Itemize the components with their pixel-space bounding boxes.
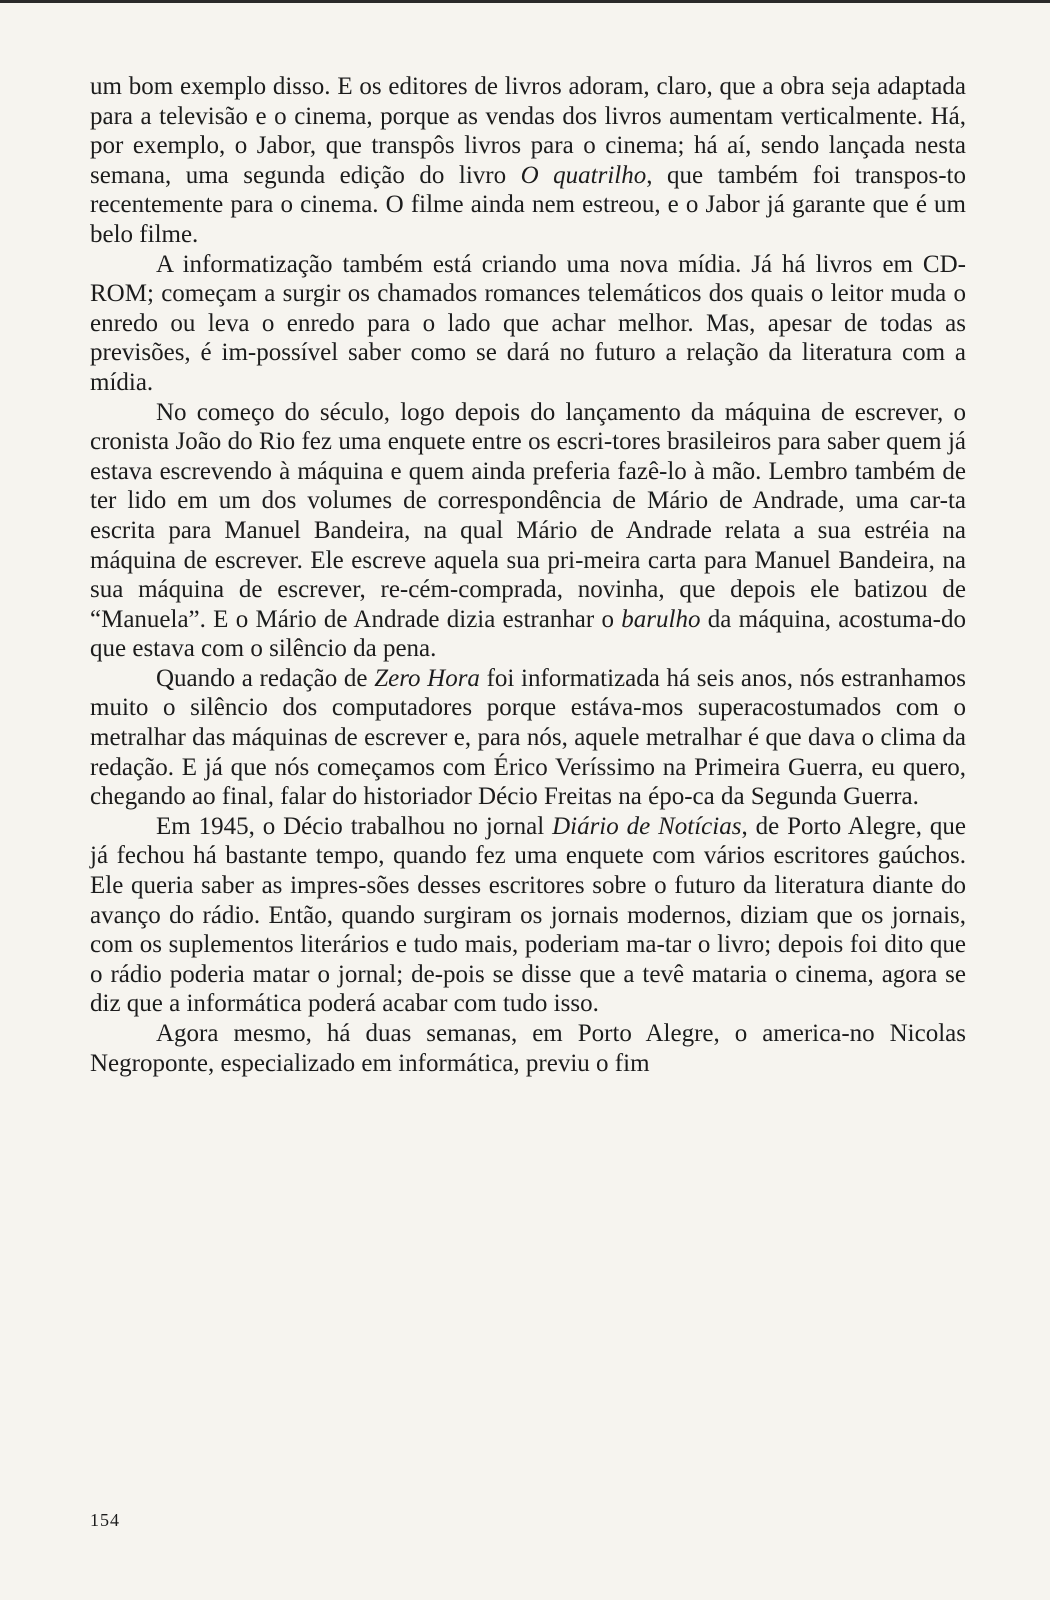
- paragraph: [90, 250, 966, 398]
- paragraph: [90, 812, 966, 1019]
- paragraph: [90, 398, 966, 664]
- text-run: , de Porto Alegre, que já fechou há bastante tempo, quando fez uma enquete com vários escritores gaúchos. Ele queria saber as impres-sões desses escritores sobre o futuro da literatura diante do avanço do rádio. Então, quando surgiram os jornais modernos, diziam que os jornais, com os suplementos literários e tudo mais, poderiam ma-tar o livro; depois foi dito que o rádio poderia matar o jornal; de-pois se disse que a tevê mataria o cinema, agora se diz que a informática poderá acabar com tudo isso.: [90, 812, 967, 1018]
- text-run: foi informatizada há seis anos, nós estranhamos muito o silêncio dos computadores porque estáva-mos superacostumados com o metralhar das máquinas de escrever e, para nós, aquele metralhar é que dava o clima da redação. E já que nós começamos com Érico Veríssimo na Primeira Guerra, eu quero, chegando ao final, falar do historiador Décio Freitas na épo-ca da Segunda Guerra.: [90, 664, 966, 811]
- page-body: [90, 72, 966, 1078]
- text-run: da máquina, acostuma-do que estava com o silêncio da pena.: [90, 605, 966, 663]
- italic-title: O quatrilho: [520, 161, 647, 189]
- paragraph: [90, 1019, 966, 1078]
- top-border-line: [0, 0, 1050, 3]
- page-number: 154: [90, 1510, 120, 1530]
- paragraph: [90, 664, 966, 812]
- text-run: No começo do século, logo depois do lançamento da máquina de escrever, o cronista João do Rio fez uma enquete entre os escri-tores brasileiros para saber quem já estava escrevendo à máquina e quem ainda preferia fazê-lo à mão. Lembro também de ter lido em um dos volumes de correspondência de Mário de Andrade, uma car-ta escrita para Manuel Bandeira, na qual Mário de Andrade relata a sua estréia na máquina de escrever. Ele escreve aquela sua pri-meira carta para Manuel Bandeira, na sua máquina de escrever, re-cém-comprada, novinha, que depois ele batizou de “Manuela”. E o Mário de Andrade dizia estranhar o: [90, 398, 966, 633]
- paragraph: [90, 72, 966, 250]
- text-run: A informatização também está criando uma nova mídia. Já há livros em CD-ROM; começam a surgir os chamados romances telemáticos dos quais o leitor muda o enredo ou leva o enredo para o lado que achar melhor. Mas, apesar de todas as previsões, é im-possível saber como se dará no futuro a relação da literatura com a mídia.: [90, 250, 966, 396]
- text-run: Em 1945, o Décio trabalhou no jornal: [156, 812, 553, 840]
- italic-title: Zero Hora: [374, 664, 480, 692]
- text-run: , que também foi transpos-to recentemente para o cinema. O filme ainda nem estreou, e o Jabor já garante que é um belo filme.: [90, 161, 966, 248]
- text-run: Agora mesmo, há duas semanas, em Porto Alegre, o america-no Nicolas Negroponte, especializado em informática, previu o fim: [90, 1020, 966, 1077]
- italic-title: Diário de Notícias: [552, 812, 742, 840]
- text-run: um bom exemplo disso. E os editores de livros adoram, claro, que a obra seja adaptada para a televisão e o cinema, porque as vendas dos livros aumentam verticalmente. Há, por exemplo, o Jabor, que transpôs livros para o cinema; há aí, sendo lançada nesta semana, uma segunda edição do livro: [90, 73, 966, 189]
- text-run: Quando a redação de: [156, 664, 375, 692]
- italic-title: barulho: [621, 605, 701, 633]
